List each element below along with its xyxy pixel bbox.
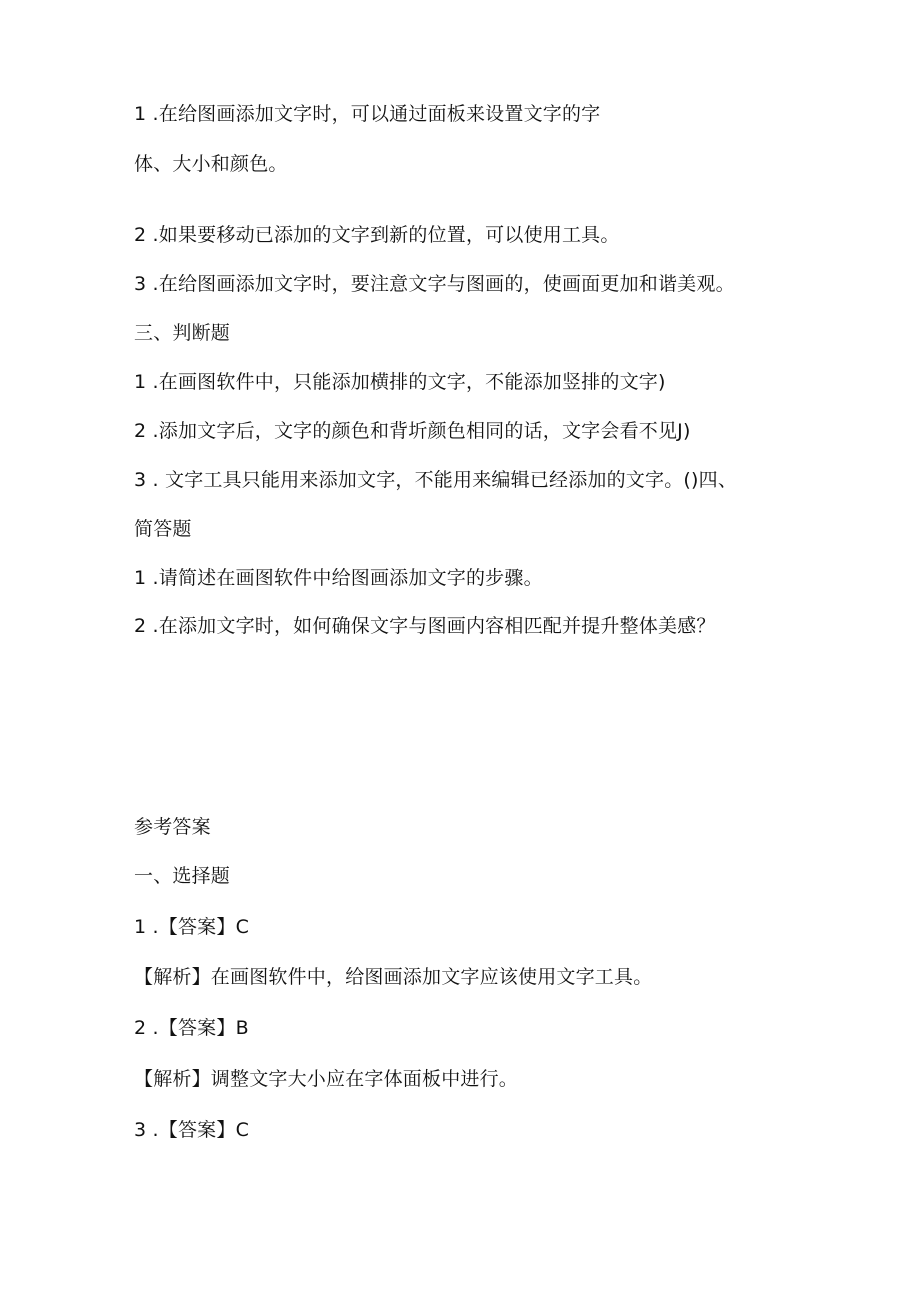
true-false-q2: 2 .添加文字后，文字的颜色和背圻颜色相同的话，文字会看不见J) (134, 420, 691, 442)
true-false-q1: 1 .在画图软件中，只能添加横排的文字，不能添加竖排的文字) (134, 371, 666, 393)
answer-1: 1 .【答案】C (134, 916, 250, 938)
short-answer-q1: 1 .请简述在画图软件中给图画添加文字的步骤。 (134, 567, 543, 589)
answer-2: 2 .【答案】B (134, 1017, 249, 1039)
fill-blank-q3: 3 .在给图画添加文字时，要注意文字与图画的，使画面更加和谐美观。 (134, 273, 735, 295)
answers-title: 参考答案 (134, 816, 211, 838)
answers-section1-heading: 一、选择题 (134, 865, 231, 887)
true-false-q3-line1: 3 . 文字工具只能用来添加文字，不能用来编辑已经添加的文字。()四、 (134, 469, 738, 491)
fill-blank-q1-line1: 1 .在给图画添加文字时，可以通过面板来设置文字的字 (134, 103, 601, 125)
answer-2-analysis: 【解析】调整文字大小应在字体面板中进行。 (134, 1068, 519, 1090)
true-false-heading: 三、判断题 (134, 322, 231, 344)
fill-blank-q2: 2 .如果要移动已添加的文字到新的位置，可以使用工具。 (134, 224, 620, 246)
answer-1-analysis: 【解析】在画图软件中，给图画添加文字应该使用文字工具。 (134, 966, 653, 988)
fill-blank-q1-line2: 体、大小和颜色。 (134, 153, 288, 175)
short-answer-q2: 2 .在添加文字时，如何确保文字与图画内容相匹配并提升整体美感？ (134, 615, 716, 637)
short-answer-heading: 简答题 (134, 518, 192, 540)
answer-3: 3 .【答案】C (134, 1119, 250, 1141)
